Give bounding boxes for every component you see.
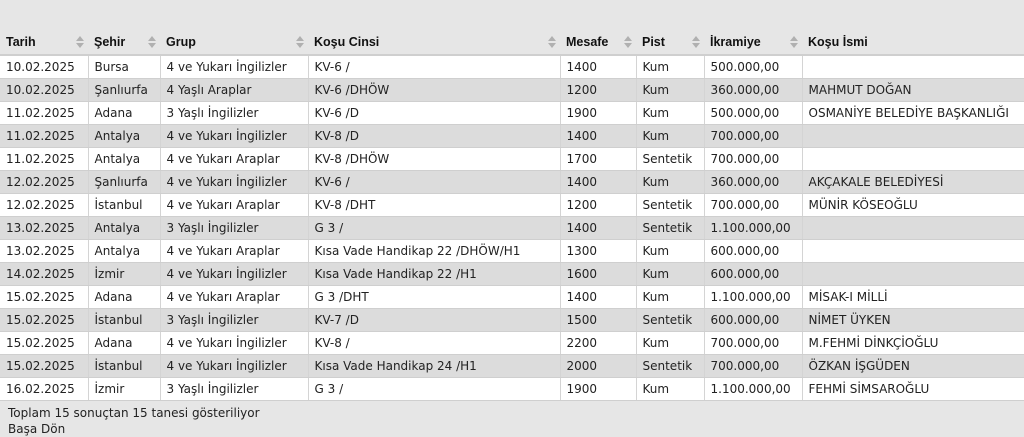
table-cell: Adana — [88, 102, 160, 125]
table-cell: 3 Yaşlı İngilizler — [160, 378, 308, 401]
table-cell: Kısa Vade Handikap 22 /DHÖW/H1 — [308, 240, 560, 263]
table-cell: 1.100.000,00 — [704, 286, 802, 309]
table-cell: Kısa Vade Handikap 22 /H1 — [308, 263, 560, 286]
table-cell: Sentetik — [636, 148, 704, 171]
table-cell: Sentetik — [636, 217, 704, 240]
table-cell: 1400 — [560, 171, 636, 194]
table-cell: MAHMUT DOĞAN — [802, 79, 1024, 102]
table-row[interactable] — [0, 102, 1024, 125]
table-cell: İzmir — [88, 263, 160, 286]
table-cell: 14.02.2025 — [0, 263, 88, 286]
table-cell: 15.02.2025 — [0, 309, 88, 332]
table-cell: Kum — [636, 55, 704, 79]
table-cell: 3 Yaşlı İngilizler — [160, 102, 308, 125]
table-cell: 13.02.2025 — [0, 240, 88, 263]
table-cell: 11.02.2025 — [0, 102, 88, 125]
table-cell: KV-8 /D — [308, 125, 560, 148]
results-summary: Toplam 15 sonuçtan 15 tanesi gösteriliyor — [8, 406, 260, 420]
table-cell: Kum — [636, 378, 704, 401]
table-cell: 4 ve Yukarı İngilizler — [160, 55, 308, 79]
table-cell: KV-8 /DHT — [308, 194, 560, 217]
table-cell: 700.000,00 — [704, 125, 802, 148]
table-cell: KV-6 /D — [308, 102, 560, 125]
table-cell: 1200 — [560, 194, 636, 217]
back-to-top-link[interactable]: Başa Dön — [8, 422, 66, 436]
column-header-pist[interactable]: Pist — [636, 30, 704, 55]
table-cell: 600.000,00 — [704, 263, 802, 286]
column-header-tarih[interactable]: Tarih — [0, 30, 88, 55]
table-cell: KV-8 / — [308, 332, 560, 355]
table-cell: 4 ve Yukarı Araplar — [160, 286, 308, 309]
table-cell: MİSAK-I MİLLİ — [802, 286, 1024, 309]
table-cell: 500.000,00 — [704, 102, 802, 125]
table-cell: Kısa Vade Handikap 24 /H1 — [308, 355, 560, 378]
table-cell: Antalya — [88, 148, 160, 171]
table-cell: 600.000,00 — [704, 309, 802, 332]
table-cell: Kum — [636, 171, 704, 194]
table-cell: Kum — [636, 79, 704, 102]
table-cell: Sentetik — [636, 194, 704, 217]
table-cell — [802, 125, 1024, 148]
table-cell: AKÇAKALE BELEDİYESİ — [802, 171, 1024, 194]
table-cell: Şanlıurfa — [88, 79, 160, 102]
table-row[interactable] — [0, 171, 1024, 194]
table-cell: 3 Yaşlı İngilizler — [160, 217, 308, 240]
table-cell: 3 Yaşlı İngilizler — [160, 309, 308, 332]
column-header-kosu-ismi[interactable]: Koşu İsmi — [802, 30, 1024, 55]
table-cell: 4 Yaşlı Araplar — [160, 79, 308, 102]
table-cell: 700.000,00 — [704, 355, 802, 378]
table-cell — [802, 148, 1024, 171]
table-cell: 15.02.2025 — [0, 332, 88, 355]
table-row[interactable] — [0, 286, 1024, 309]
column-header-mesafe[interactable]: Mesafe — [560, 30, 636, 55]
table-cell: 1200 — [560, 79, 636, 102]
table-cell: Sentetik — [636, 355, 704, 378]
table-cell: 360.000,00 — [704, 79, 802, 102]
table-cell: 700.000,00 — [704, 332, 802, 355]
table-cell: İstanbul — [88, 355, 160, 378]
table-cell: 16.02.2025 — [0, 378, 88, 401]
table-cell: NİMET ÜYKEN — [802, 309, 1024, 332]
table-cell: 1400 — [560, 217, 636, 240]
table-cell: Sentetik — [636, 309, 704, 332]
table-cell: Kum — [636, 125, 704, 148]
table-cell: 11.02.2025 — [0, 125, 88, 148]
results-table-container — [0, 30, 1024, 401]
table-cell: MÜNİR KÖSEOĞLU — [802, 194, 1024, 217]
table-cell: Antalya — [88, 240, 160, 263]
table-cell: 500.000,00 — [704, 55, 802, 79]
table-cell — [802, 217, 1024, 240]
table-cell: İzmir — [88, 378, 160, 401]
table-cell — [802, 55, 1024, 79]
table-cell — [802, 263, 1024, 286]
table-cell: Antalya — [88, 125, 160, 148]
table-cell: 4 ve Yukarı İngilizler — [160, 263, 308, 286]
table-row[interactable] — [0, 378, 1024, 401]
table-cell: 12.02.2025 — [0, 194, 88, 217]
sort-icon[interactable] — [548, 36, 556, 48]
table-cell: 4 ve Yukarı İngilizler — [160, 332, 308, 355]
table-row[interactable] — [0, 194, 1024, 217]
table-cell: G 3 / — [308, 378, 560, 401]
table-cell: 4 ve Yukarı Araplar — [160, 240, 308, 263]
table-row[interactable] — [0, 263, 1024, 286]
table-cell: 4 ve Yukarı Araplar — [160, 194, 308, 217]
table-cell: OSMANİYE BELEDİYE BAŞKANLIĞI — [802, 102, 1024, 125]
table-cell: KV-8 /DHÖW — [308, 148, 560, 171]
table-cell: Kum — [636, 263, 704, 286]
table-row[interactable] — [0, 240, 1024, 263]
table-cell: Kum — [636, 286, 704, 309]
table-row[interactable] — [0, 355, 1024, 378]
table-cell: Bursa — [88, 55, 160, 79]
table-cell: Adana — [88, 286, 160, 309]
table-cell: 15.02.2025 — [0, 286, 88, 309]
table-footer — [8, 405, 260, 437]
sort-icon[interactable] — [790, 36, 798, 48]
table-cell: 1400 — [560, 286, 636, 309]
table-cell: 4 ve Yukarı İngilizler — [160, 171, 308, 194]
table-cell: 1.100.000,00 — [704, 378, 802, 401]
table-cell: 1.100.000,00 — [704, 217, 802, 240]
table-cell: 13.02.2025 — [0, 217, 88, 240]
table-cell: 360.000,00 — [704, 171, 802, 194]
table-cell: 10.02.2025 — [0, 55, 88, 79]
table-cell: FEHMİ SİMSAROĞLU — [802, 378, 1024, 401]
table-cell: 1400 — [560, 55, 636, 79]
table-cell: KV-7 /D — [308, 309, 560, 332]
table-cell: İstanbul — [88, 194, 160, 217]
sort-icon[interactable] — [624, 36, 632, 48]
table-row[interactable] — [0, 55, 1024, 79]
table-cell: 12.02.2025 — [0, 171, 88, 194]
table-cell: G 3 / — [308, 217, 560, 240]
table-cell: 4 ve Yukarı İngilizler — [160, 125, 308, 148]
table-cell: KV-6 / — [308, 171, 560, 194]
table-cell: 700.000,00 — [704, 148, 802, 171]
table-cell: G 3 /DHT — [308, 286, 560, 309]
table-cell: 11.02.2025 — [0, 148, 88, 171]
table-cell: Şanlıurfa — [88, 171, 160, 194]
table-cell: M.FEHMİ DİNKÇİOĞLU — [802, 332, 1024, 355]
race-results-table — [0, 30, 1024, 401]
table-cell: İstanbul — [88, 309, 160, 332]
table-row[interactable] — [0, 125, 1024, 148]
table-cell: 1900 — [560, 378, 636, 401]
table-cell: 4 ve Yukarı Araplar — [160, 148, 308, 171]
table-cell: 1600 — [560, 263, 636, 286]
table-cell — [802, 240, 1024, 263]
table-cell: ÖZKAN İŞGÜDEN — [802, 355, 1024, 378]
table-cell: 1900 — [560, 102, 636, 125]
table-cell: 700.000,00 — [704, 194, 802, 217]
table-cell: 1300 — [560, 240, 636, 263]
table-cell: Antalya — [88, 217, 160, 240]
table-row[interactable] — [0, 217, 1024, 240]
table-cell: 4 ve Yukarı İngilizler — [160, 355, 308, 378]
sort-icon[interactable] — [692, 36, 700, 48]
table-cell: KV-6 / — [308, 55, 560, 79]
column-header-sehir[interactable]: Şehir — [88, 30, 160, 55]
table-row[interactable] — [0, 148, 1024, 171]
column-header-grup[interactable]: Grup — [160, 30, 308, 55]
table-cell: 2000 — [560, 355, 636, 378]
table-header-row — [0, 30, 1024, 55]
sort-icon[interactable] — [296, 36, 304, 48]
table-row[interactable] — [0, 309, 1024, 332]
column-header-ikramiye[interactable]: İkramiye — [704, 30, 802, 55]
table-row[interactable] — [0, 332, 1024, 355]
table-cell: 1500 — [560, 309, 636, 332]
sort-icon[interactable] — [76, 36, 84, 48]
sort-icon[interactable] — [148, 36, 156, 48]
table-cell: Adana — [88, 332, 160, 355]
table-cell: 2200 — [560, 332, 636, 355]
table-cell: 10.02.2025 — [0, 79, 88, 102]
table-cell: KV-6 /DHÖW — [308, 79, 560, 102]
table-cell: Kum — [636, 332, 704, 355]
table-cell: 1700 — [560, 148, 636, 171]
table-body — [0, 55, 1024, 401]
table-cell: 15.02.2025 — [0, 355, 88, 378]
table-cell: Kum — [636, 240, 704, 263]
table-row[interactable] — [0, 79, 1024, 102]
table-cell: 1400 — [560, 125, 636, 148]
table-cell: 600.000,00 — [704, 240, 802, 263]
column-header-kosu-cinsi[interactable]: Koşu Cinsi — [308, 30, 560, 55]
table-cell: Kum — [636, 102, 704, 125]
